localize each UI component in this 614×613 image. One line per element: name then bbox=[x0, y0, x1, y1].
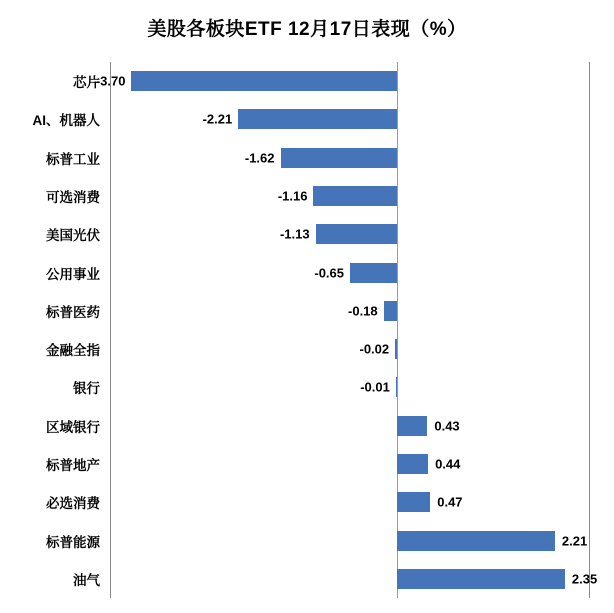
bar bbox=[238, 109, 396, 129]
chart-title: 美股各板块ETF 12月17日表现（%） bbox=[147, 19, 467, 40]
category-label: 标普能源 bbox=[46, 534, 100, 550]
bar-value-label: -2.21 bbox=[202, 111, 233, 127]
category-label: 美国光伏 bbox=[46, 228, 100, 244]
bar bbox=[131, 71, 396, 91]
bar-row bbox=[73, 560, 598, 598]
bar-row bbox=[46, 521, 590, 559]
bar-value-label: 2.21 bbox=[561, 533, 588, 549]
bar bbox=[397, 454, 429, 474]
bar bbox=[397, 569, 565, 589]
bar-value-label: 0.44 bbox=[435, 456, 461, 472]
bar-row bbox=[46, 215, 590, 253]
plot-area bbox=[32, 62, 598, 598]
bar-value-label: -1.13 bbox=[279, 226, 310, 242]
category-label: 标普医药 bbox=[46, 304, 100, 320]
bar-value-label: -0.02 bbox=[359, 341, 390, 357]
bar-value-label: -0.01 bbox=[360, 379, 390, 395]
category-label: AI、机器人 bbox=[32, 113, 100, 129]
bar-row bbox=[46, 483, 590, 521]
category-label: 必选消费 bbox=[46, 496, 100, 512]
bar-row bbox=[46, 330, 590, 368]
bar-value-label: -0.65 bbox=[314, 265, 344, 281]
bar bbox=[350, 263, 397, 283]
category-label: 可选消费 bbox=[46, 189, 100, 205]
category-label: 标普工业 bbox=[46, 151, 100, 167]
bar-value-label: -1.62 bbox=[244, 150, 275, 166]
bar-row bbox=[73, 368, 590, 406]
bar bbox=[396, 377, 397, 397]
bar-row bbox=[46, 445, 590, 483]
bar-value-label: 0.47 bbox=[437, 494, 463, 510]
category-label: 公用事业 bbox=[46, 266, 100, 282]
bar-value-label: 0.43 bbox=[434, 418, 460, 434]
bar-value-label: -1.16 bbox=[277, 188, 308, 204]
category-label: 标普地产 bbox=[46, 457, 100, 473]
bar bbox=[316, 224, 397, 244]
bar-row bbox=[32, 100, 590, 138]
bar-row bbox=[46, 139, 590, 177]
bar bbox=[397, 531, 555, 551]
category-label: 银行 bbox=[73, 381, 100, 397]
bar-row bbox=[46, 177, 590, 215]
bar bbox=[281, 148, 397, 168]
bar-row bbox=[73, 62, 590, 100]
bar-row bbox=[46, 253, 590, 291]
bar-value-label: -3.70 bbox=[95, 73, 126, 89]
bar bbox=[384, 301, 397, 321]
category-label: 油气 bbox=[73, 572, 100, 588]
category-label: 金融全指 bbox=[46, 343, 100, 359]
bar bbox=[397, 492, 431, 512]
bar-value-label: -0.18 bbox=[348, 303, 378, 319]
bar bbox=[397, 416, 428, 436]
bar-row bbox=[46, 292, 590, 330]
bar bbox=[395, 339, 396, 359]
category-label: 芯片 bbox=[73, 75, 100, 91]
category-label: 区域银行 bbox=[46, 419, 100, 435]
bar-row bbox=[46, 407, 590, 445]
bar-value-label: 2.35 bbox=[571, 571, 598, 587]
bar bbox=[313, 186, 396, 206]
